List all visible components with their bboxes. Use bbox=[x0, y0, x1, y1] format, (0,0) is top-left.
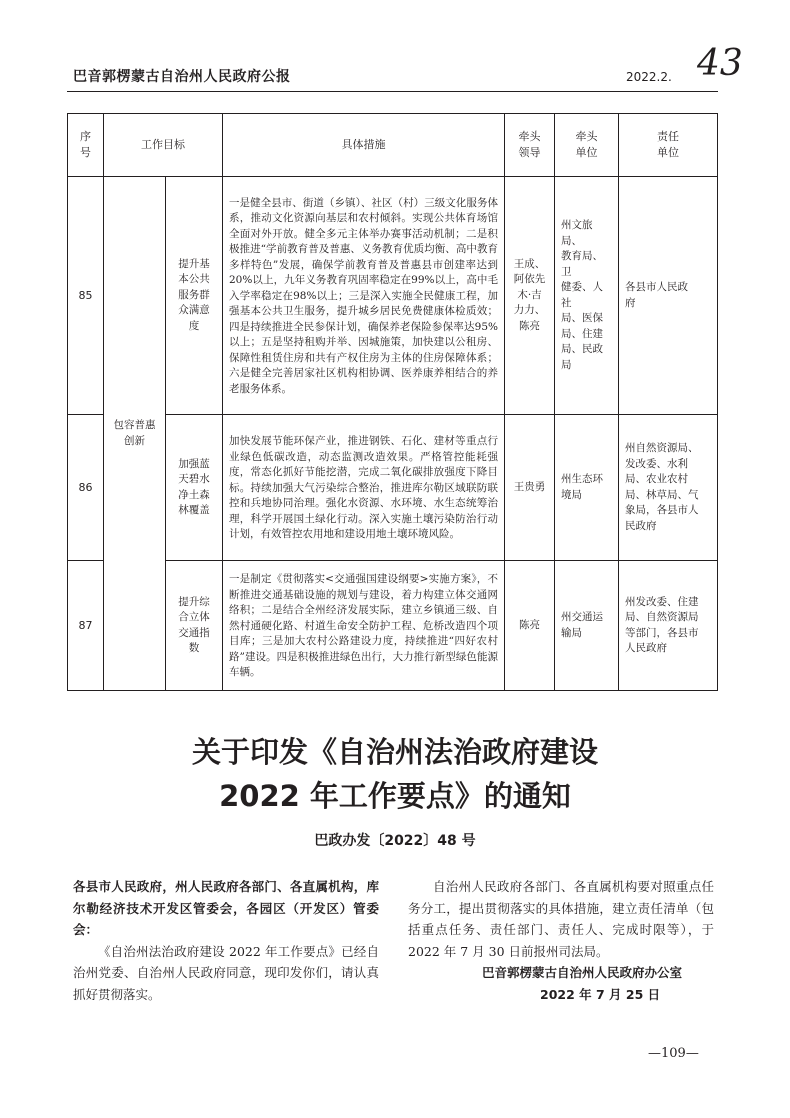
row-index: 85 bbox=[68, 177, 104, 415]
signature-date: 2022 年 7 月 25 日 bbox=[540, 987, 661, 1002]
document-number: 巴政办发〔2022〕48 号 bbox=[314, 833, 476, 849]
issue-number: 43 bbox=[697, 43, 743, 84]
bulletin-title: 巴音郭楞蒙古自治州人民政府公报 bbox=[73, 69, 291, 85]
row-resp-unit: 州发改委、住建 局、自然资源局 等部门，各县市 人民政府 bbox=[619, 561, 718, 691]
page-number: —109— bbox=[648, 1046, 699, 1061]
row-measures: 一是制定《贯彻落实<交通强国建设纲要>实施方案》，不断推进交通基础设施的规划与建设，着力构建立体交通网络积；二是结合全州经济发展实际，建立乡镇通三级、自然村通硬化路、村道生命安全防护工程、危桥改造四个项目库；三是加大农村公路建设力度，持续推进“四好农村路”建设。四是积极推进绿色出行，大力推行新型绿色能源车辆。 bbox=[223, 561, 505, 691]
row-measures: 一是健全县市、街道（乡镇）、社区（村）三级文化服务体系，推动文化资源向基层和农村倾斜。实现公共体育场馆全面对外开放。健全多元主体举办赛事活动机制；二是积极推进“学前教育普及普惠、义务教育优质均衡、高中教育多样特色”发展，确保学前教育普及普惠县市创建率达到20%以上，九年义务教育巩固率稳定在99%以上，高中毛入学率稳定在98%以上；三是深入实施全民健康工程，加强基本公共卫生服务，提升城乡居民免费健康体检质效；四是持续推进全民参保计划，确保养老保险参保率达95%以上；五是坚持租购并举、因城施策，加快建以公租房、保障性租赁住房和共有产权住房为主体的住房保障体系；六是健全完善居家社区机构相协调、医养康养相结合的养老服务体系。 bbox=[223, 177, 505, 415]
group-goal: 包容普惠 创新 bbox=[104, 177, 166, 691]
row-lead-unit: 州交通运 输局 bbox=[555, 561, 619, 691]
header-resp-unit: 责任 单位 bbox=[619, 114, 718, 177]
row-subgoal: 提升综 合立体 交通指 数 bbox=[166, 561, 223, 691]
table-row bbox=[68, 177, 718, 415]
notice-title-line2: 2022 年工作要点》的通知 bbox=[219, 779, 571, 813]
table-row bbox=[68, 415, 718, 561]
header-lead-unit: 牵头 单位 bbox=[555, 114, 619, 177]
header-goal: 工作目标 bbox=[104, 114, 223, 177]
issue-date: 2022.2. bbox=[626, 70, 672, 84]
row-resp-unit: 州自然资源局、 发改委、水利 局、农业农村 局、林草局、气 象局，各县市人 民政府 bbox=[619, 415, 718, 561]
notice-paragraph-2: 自治州人民政府各部门、各直属机构要对照重点任务分工，提出贯彻落实的具体措施，建立责任清单（包括重点任务、责任部门、责任人、完成时限等），于 2022 年 7 月 30 日前报州司法局。 bbox=[408, 879, 714, 959]
table-header-row bbox=[68, 114, 718, 177]
row-subgoal: 加强蓝 天碧水 净土森 林覆盖 bbox=[166, 415, 223, 561]
row-lead-unit: 州生态环 境局 bbox=[555, 415, 619, 561]
notice-left-column bbox=[73, 876, 379, 1005]
row-lead: 王贵勇 bbox=[505, 415, 555, 561]
work-plan-table bbox=[67, 113, 718, 691]
row-subgoal: 提升基 本公共 服务群 众满意 度 bbox=[166, 177, 223, 415]
row-index: 87 bbox=[68, 561, 104, 691]
header-measures: 具体措施 bbox=[223, 114, 505, 177]
row-measures: 加快发展节能环保产业，推进钢铁、石化、建材等重点行业绿色低碳改造，动态监测改造效果。严格管控能耗强度，常态化抓好节能挖潜，完成二氧化碳排放强度下降目标。持续加强大气污染综合整治，推进库尔勒区域联防联控和兵地协同治理。强化水资源、水环境、水生态统筹治理，科学开展国土绿化行动。深入实施土壤污染防治行动计划，有效管控农用地和建设用地土壤环境风险。 bbox=[223, 415, 505, 561]
notice-title-line1: 关于印发《自治州法治政府建设 bbox=[191, 735, 598, 769]
signature-office: 巴音郭楞蒙古自治州人民政府办公室 bbox=[482, 965, 683, 980]
table-row bbox=[68, 561, 718, 691]
row-lead-unit: 州文旅局、 教育局、卫 健委、人社 局、医保 局、住建 局、民政局 bbox=[555, 177, 619, 415]
notice-paragraph-1: 《自治州法治政府建设 2022 年工作要点》已经自治州党委、自治州人民政府同意，现印发你们，请认真抓好贯彻落实。 bbox=[73, 943, 379, 1002]
header-index: 序 号 bbox=[68, 114, 104, 177]
row-lead: 王成、 阿依先 木·吉 力力、 陈亮 bbox=[505, 177, 555, 415]
header-rule bbox=[67, 91, 718, 92]
row-index: 86 bbox=[68, 415, 104, 561]
row-resp-unit: 各县市人民政 府 bbox=[619, 177, 718, 415]
notice-right-column bbox=[408, 876, 714, 962]
row-lead: 陈亮 bbox=[505, 561, 555, 691]
header-lead: 牵头 领导 bbox=[505, 114, 555, 177]
addressee: 各县市人民政府，州人民政府各部门、各直属机构，库尔勒经济技术开发区管委会，各园区（开发区）管委会： bbox=[73, 879, 379, 937]
